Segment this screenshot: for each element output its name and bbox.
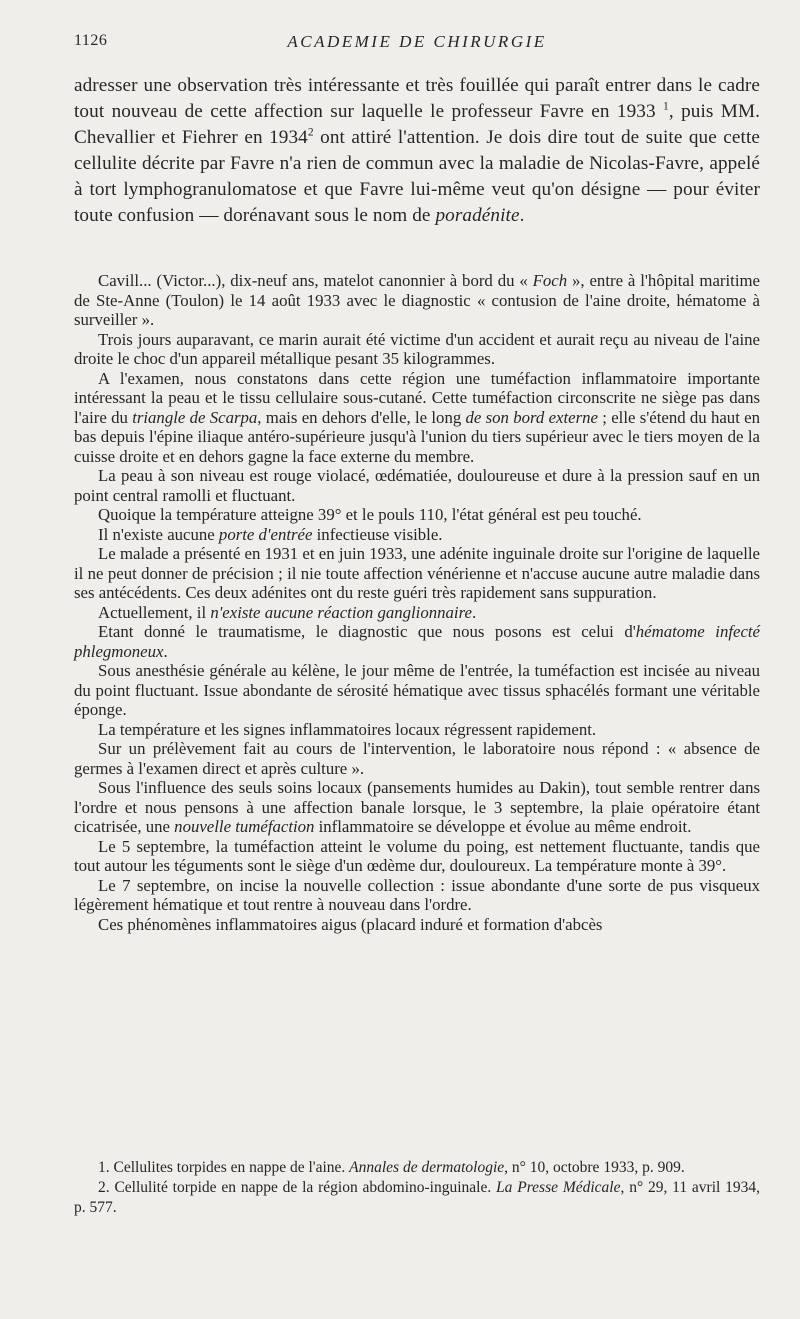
footnote-2: 2. Cellulité torpide en nappe de la région abdomino-inguinale. La Presse Médicale, n° 29, 11 avril 1934, p. 577. <box>74 1179 761 1216</box>
obs-paragraph-9: Etant donné le traumatisme, le diagnostic que nous posons est celui d'hématome infecté phlegmoneux. <box>74 622 760 661</box>
obs-paragraph-2: Trois jours auparavant, ce marin aurait été victime d'un accident et aurait reçu au niveau de l'aine droite le choc d'un appareil métallique pesant 35 kilogrammes. <box>74 329 760 368</box>
obs-paragraph-14: Le 5 septembre, la tuméfaction atteint le volume du poing, est nettement fluctuante, tandis que tout autour les téguments sont le siège d'un œdème dur, douloureux. La température monte à 39°. <box>74 836 760 875</box>
page-number: 1126 <box>74 32 108 49</box>
intro-text-3: ont attiré l'attention. Je dois dire tout de suite que cette cellulite décrite par Favre n'a rien de commun avec la maladie de Nicolas-Favre, appelé à tort lymphogranulomatose et que Favre lui-même veut qu'on désigne — pour éviter toute confusion — dorénavant sous le nom de <box>74 127 760 226</box>
running-head: ACADEMIE DE CHIRURGIE <box>287 32 547 51</box>
ship-name: Foch <box>532 271 568 290</box>
obs-paragraph-4: La peau à son niveau est rouge violacé, œdématiée, douloureuse et dure à la pression sauf en un point central ramolli et fluctuant. <box>74 466 760 505</box>
footnote-1: 1. Cellulites torpides en nappe de l'aine. Annales de dermatologie, n° 10, octobre 1933, p. 909. <box>98 1159 685 1176</box>
obs-paragraph-1: Cavill... (Victor...), dix-neuf ans, matelot canonnier à bord du « Foch », entre à l'hôpital maritime de Ste-Anne (Toulon) le 14 août 1933 avec le diagnostic « contusion de l'aine droite, hématome à surveiller ». <box>74 271 760 329</box>
obs-paragraph-11: La température et les signes inflammatoires locaux régressent rapidement. <box>98 719 597 739</box>
footnote-ref-2: 2 <box>307 126 314 139</box>
obs-paragraph-13: Sous l'influence des seuls soins locaux (pansements humides au Dakin), tout semble rentrer dans l'ordre et nous pensons à une affection banale lorsque, le 3 septembre, la plaie opératoire étant cicatrisée, une nouvelle tuméfaction inflammatoire se développe et évolue au même endroit. <box>74 778 760 836</box>
intro-text-2: , puis MM. Chevallier et Fiehrer en 1934 <box>74 101 761 148</box>
term-poradenite: poradénite <box>435 205 520 226</box>
page-header <box>74 32 760 54</box>
intro-text-1: adresser une observation très intéressante et très fouillée qui paraît entrer dans le cadre tout nouveau de cette affection sur laquelle le professeur Favre en 1933 <box>74 75 760 122</box>
obs-paragraph-5: Quoique la température atteigne 39° et le pouls 110, l'état général est peu touché. <box>98 505 642 524</box>
obs-paragraph-10: Sous anesthésie générale au kélène, le jour même de l'entrée, la tuméfaction est incisée au niveau du point fluctuant. Issue abondante de sérosité hématique avec tissus sphacélés formant une véritable éponge. <box>74 661 760 719</box>
obs-paragraph-7: Le malade a présenté en 1931 et en juin 1933, une adénite inguinale droite sur l'origine de laquelle il ne peut donner de précision ; il nie toute affection vénérienne et n'accuse aucune autre maladie dans ses antécédents. Ces deux adénites ont du reste guéri très rapidement sans suppuration. <box>74 544 760 602</box>
obs-paragraph-6: Il n'existe aucune porte d'entrée infectieuse visible. <box>98 524 443 544</box>
obs-paragraph-12: Sur un prélèvement fait au cours de l'intervention, le laboratoire nous répond : « absence de germes à l'examen direct et après culture ». <box>74 739 760 778</box>
obs-paragraph-16: Ces phénomènes inflammatoires aigus (placard induré et formation d'abcès <box>98 914 603 934</box>
footnote-ref-1: 1 <box>663 100 669 113</box>
obs-paragraph-15: Le 7 septembre, on incise la nouvelle collection : issue abondante d'une sorte de pus visqueux légèrement hématique et tout rentre à nouveau dans l'ordre. <box>74 875 760 914</box>
footnotes <box>74 1158 760 1218</box>
obs-paragraph-3: A l'examen, nous constatons dans cette région une tuméfaction inflammatoire importante intéressant la peau et le tissu cellulaire sous-cutané. Cette tuméfaction circonscrite ne siège pas dans l'aire du triangle de Scarpa, mais en dehors d'elle, le long de son bord externe ; elle s'étend du haut en bas depuis l'épine iliaque antéro-supérieure jusqu'à l'union du tiers supérieur avec le tiers moyen de la cuisse droite et en dehors gagne la face externe du membre. <box>74 368 760 466</box>
case-observation <box>74 271 760 934</box>
obs-paragraph-8: Actuellement, il n'existe aucune réaction ganglionnaire. <box>98 602 477 622</box>
intro-paragraph: adresser une observation très intéressante et très fouillée qui paraît entrer dans le cadre tout nouveau de cette affection sur laquelle le professeur Favre en 1933 $^1$, puis MM. Chevallier et Fiehrer en 1934$^2$ ont attiré l'attention. Je dois dire tout de suite que cette cellulite décrite par Favre n'a rien de commun avec la maladie de Nicolas-Favre, appelé à tort lymphogranulomatose et que Favre lui-même veut qu'on désigne — pour éviter toute confusion — dorénavant sous le nom de poradénite. <box>74 75 761 226</box>
